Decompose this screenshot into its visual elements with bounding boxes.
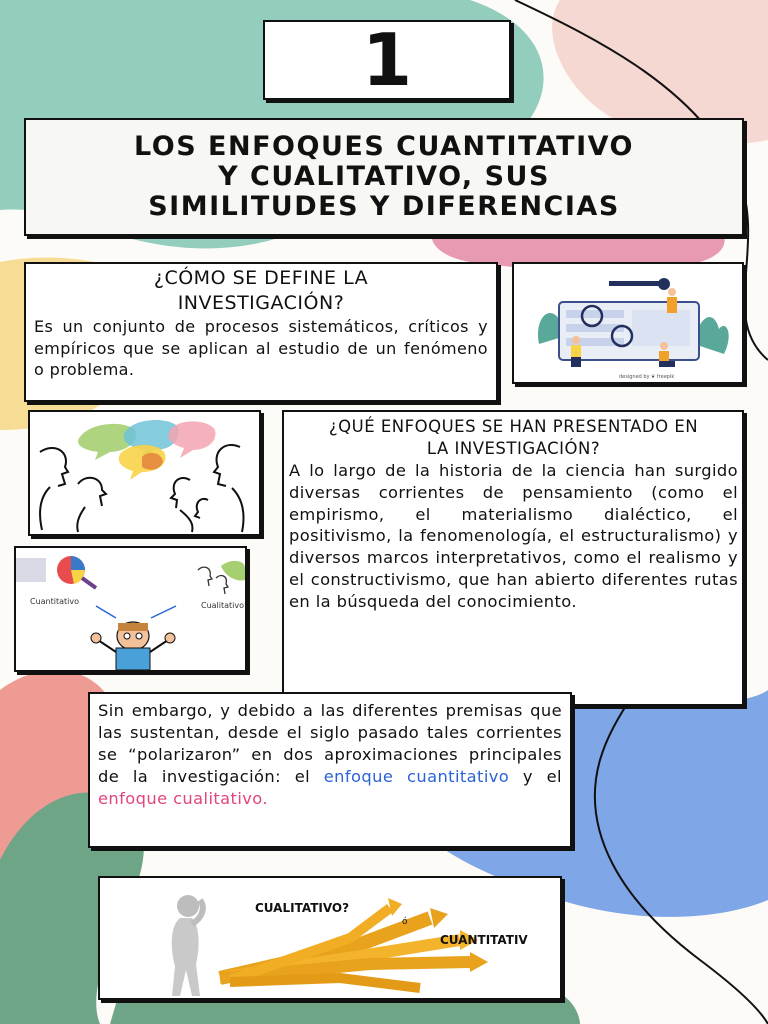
banner-cuantitativo: CUANTITATIV (440, 933, 528, 947)
approach-choice-illustration (14, 546, 247, 672)
approaches-text: A lo largo de la historia de la ciencia han surgido diversas corrientes de pensamiento (como el empirismo, el materialismo dialéctico, el positivismo, la fenomenología, el estructuralismo) y diversos marcos interpretativos, como el realismo y el constructivismo, que han abierto diferentes rutas en la búsqueda del conocimiento. (289, 461, 738, 611)
polarization-text-start: Sin embargo, y debido a las diferentes premisas que las sustentan, desde el siglo pasado tales corrientes se “polarizaron” en dos aproximaciones principales de la investigación: el (98, 701, 562, 786)
banner-or: ó (402, 917, 408, 927)
number-box (263, 20, 511, 100)
definition-heading-1: ¿CÓMO SE DEFINE LA (153, 267, 369, 289)
research-illustration (512, 262, 744, 384)
crossroads-banner (98, 876, 562, 1000)
definition-text: Es un conjunto de procesos sistemáticos, críticos y empíricos que se aplican al estudio de un fenómeno o problema. (34, 317, 488, 379)
banner-cualitativo: CUALITATIVO? (255, 901, 350, 915)
title-line-1: LOS ENFOQUES CUANTITATIVO (134, 131, 634, 162)
approaches-box (282, 410, 744, 706)
cualitativo-label: Cualitativo (201, 601, 245, 610)
polarization-box (88, 692, 572, 848)
crossroads-art (100, 878, 560, 998)
qualitative-approach-highlight: enfoque cualitativo. (98, 789, 268, 808)
approaches-heading-2: LA INVESTIGACIÓN? (426, 439, 601, 458)
approaches-heading-1: ¿QUÉ ENFOQUES SE HAN PRESENTADO EN (328, 417, 699, 436)
title-line-2: Y CUALITATIVO, SUS (218, 161, 550, 192)
quantitative-approach-highlight: enfoque cuantitativo (323, 767, 510, 786)
definition-heading-2: INVESTIGACIÓN? (177, 292, 345, 314)
people-discussion-illustration (28, 410, 261, 536)
section-number: 1 (361, 18, 413, 102)
research-illustration-art (514, 264, 742, 382)
approach-choice-art (16, 548, 245, 670)
title-line-3: SIMILITUDES Y DIFERENCIAS (148, 191, 620, 222)
people-discussion-art (30, 412, 259, 534)
title-box (24, 118, 744, 236)
cuantitativo-label: Cuantitativo (30, 597, 80, 606)
definition-box (24, 262, 498, 402)
connector-text: y el (522, 767, 562, 786)
freepik-credit: designed by ❦ freepik (619, 374, 675, 380)
polarization-text (98, 700, 562, 810)
